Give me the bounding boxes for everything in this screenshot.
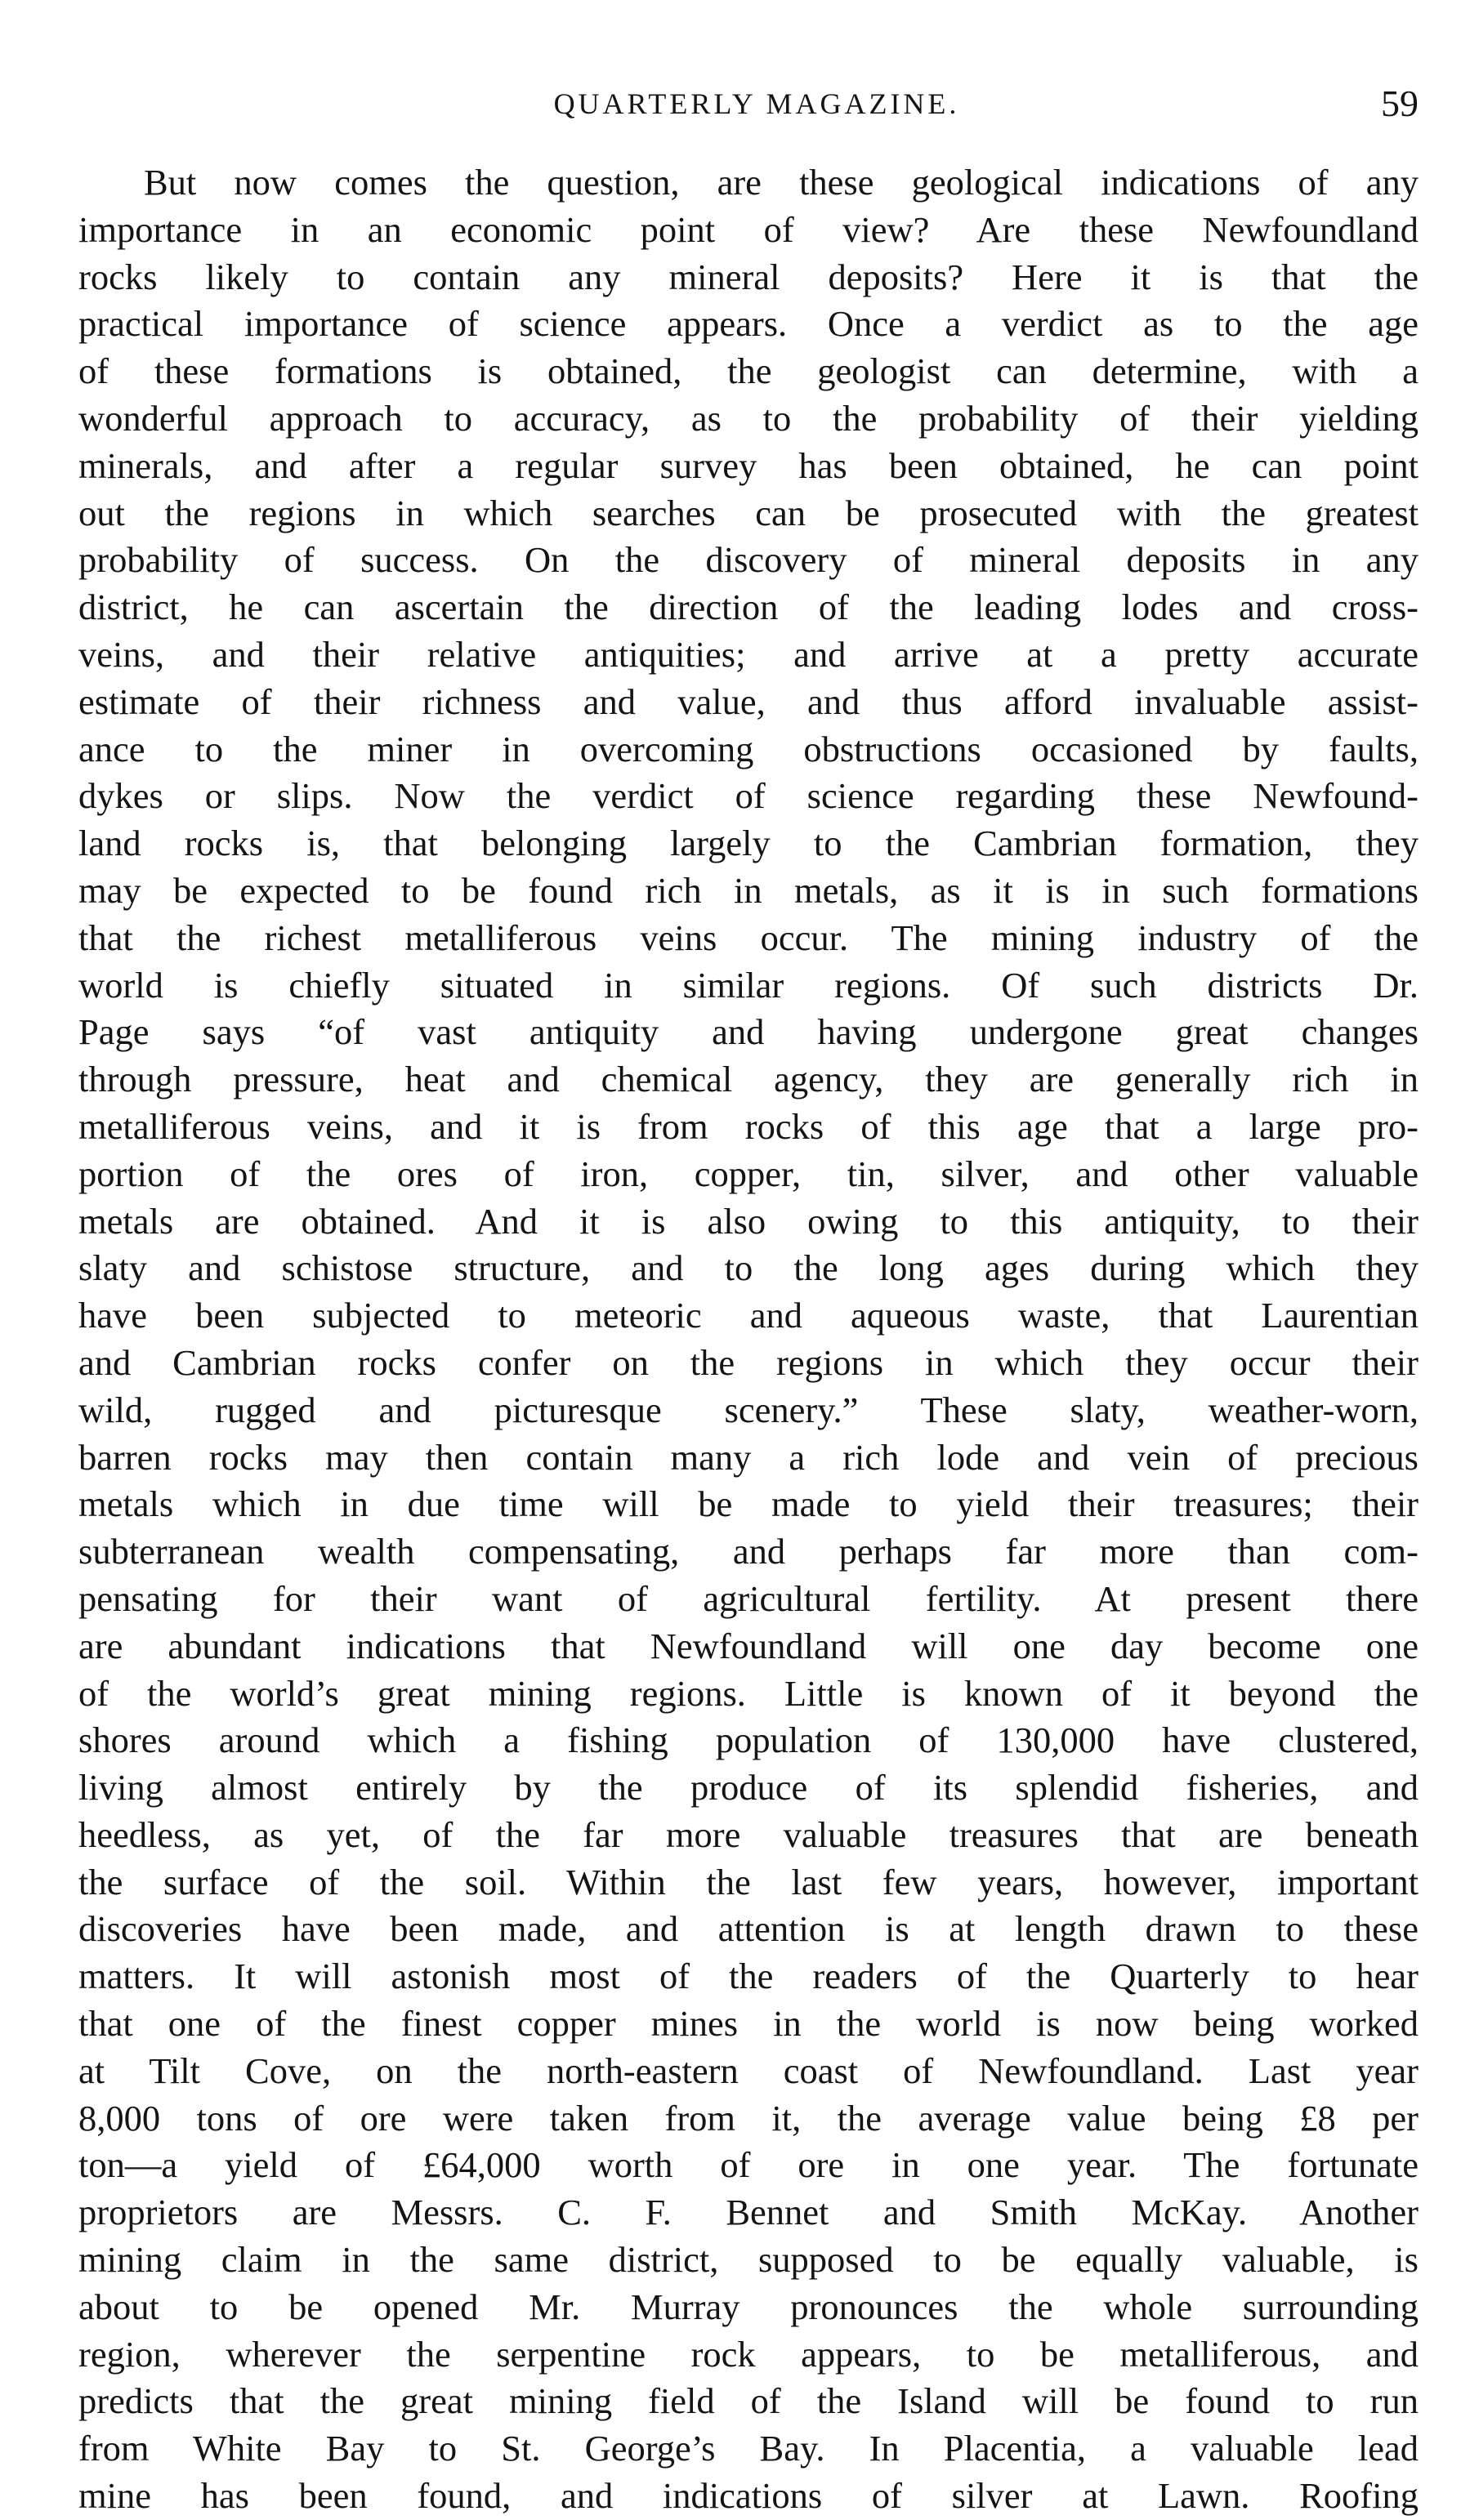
text-line: land rocks is, that belonging largely to the Cambrian formation, they	[78, 823, 1419, 864]
text-line: wild, rugged and picturesque scenery.” These slaty, weather-worn,	[78, 1389, 1419, 1430]
text-line: discoveries have been made, and attention is at length drawn to these	[78, 1908, 1419, 1950]
text-line: practical importance of science appears. Once a verdict as to the age	[78, 303, 1419, 345]
text-line: that one of the finest copper mines in the world is now being worked	[78, 2003, 1419, 2045]
text-line: 8,000 tons of ore were taken from it, the average value being £8 per	[78, 2097, 1419, 2139]
text-line: through pressure, heat and chemical agency, they are generally rich in	[78, 1059, 1419, 1100]
text-line: minerals, and after a regular survey has been obtained, he can point	[78, 444, 1419, 486]
text-line: from White Bay to St. George’s Bay. In Placentia, a valuable lead	[78, 2428, 1419, 2469]
text-line: probability of success. On the discovery of mineral deposits in any	[78, 539, 1419, 581]
text-line: metals are obtained. And it is also owing to this antiquity, to their	[78, 1200, 1419, 1242]
text-line: metalliferous veins, and it is from rocks of this age that a large pro-	[78, 1105, 1419, 1147]
text-line: living almost entirely by the produce of its splendid fisheries, and	[78, 1767, 1419, 1809]
running-header	[78, 82, 1419, 131]
text-line: of the world’s great mining regions. Little is known of it beyond the	[78, 1672, 1419, 1714]
text-line: proprietors are Messrs. C. F. Bennet and Smith McKay. Another	[78, 2192, 1419, 2233]
text-line: have been subjected to meteoric and aqueous waste, that Laurentian	[78, 1295, 1419, 1336]
text-line: the surface of the soil. Within the last few years, however, important	[78, 1861, 1419, 1902]
text-line: ance to the miner in overcoming obstructions occasioned by faults,	[78, 728, 1419, 769]
text-line: world is chiefly situated in similar regions. Of such districts Dr.	[78, 964, 1419, 1006]
text-line: may be expected to be found rich in metals, as it is in such formations	[78, 869, 1419, 911]
text-line: of these formations is obtained, the geologist can determine, with a	[78, 350, 1419, 392]
text-line: metals which in due time will be made to yield their treasures; their	[78, 1483, 1419, 1525]
text-line: Page says “of vast antiquity and having undergone great changes	[78, 1011, 1419, 1053]
text-line: mining claim in the same district, supposed to be equally valuable, is	[78, 2239, 1419, 2281]
text-line: dykes or slips. Now the verdict of science regarding these Newfound-	[78, 775, 1419, 817]
text-line: slaty and schistose structure, and to the long ages during which they	[78, 1247, 1419, 1289]
text-line: subterranean wealth compensating, and perhaps far more than com-	[78, 1531, 1419, 1572]
text-line: district, he can ascertain the direction of the leading lodes and cross-	[78, 587, 1419, 628]
text-line: at Tilt Cove, on the north-eastern coast of Newfoundland. Last year	[78, 2049, 1419, 2091]
page-number: 59	[1381, 83, 1419, 124]
text-line: shores around which a fishing population of 130,000 have clustered,	[78, 1719, 1419, 1761]
text-line: and Cambrian rocks confer on the regions in which they occur their	[78, 1341, 1419, 1383]
running-title: QUARTERLY MAGAZINE.	[553, 87, 960, 120]
text-line: portion of the ores of iron, copper, tin, silver, and other valuable	[78, 1153, 1419, 1194]
text-line: are abundant indications that Newfoundland will one day become one	[78, 1625, 1419, 1666]
body-paragraph	[78, 159, 1419, 2520]
text-line: importance in an economic point of view? Are these Newfoundland	[78, 208, 1419, 250]
text-line: about to be opened Mr. Murray pronounces the whole surrounding	[78, 2286, 1419, 2327]
text-line: veins, and their relative antiquities; and arrive at a pretty accurate	[78, 633, 1419, 675]
text-line: mine has been found, and indications of silver at Lawn. Roofing	[78, 2475, 1419, 2517]
text-line: heedless, as yet, of the far more valuable treasures that are beneath	[78, 1813, 1419, 1855]
text-line: that the richest metalliferous veins occur. The mining industry of the	[78, 917, 1419, 958]
text-line: matters. It will astonish most of the readers of the Quarterly to hear	[78, 1956, 1419, 1997]
text-line: estimate of their richness and value, and thus afford invaluable assist-	[78, 680, 1419, 722]
text-line: pensating for their want of agricultural fertility. At present there	[78, 1577, 1419, 1619]
text-line: ton—a yield of £64,000 worth of ore in one year. The fortunate	[78, 2144, 1419, 2186]
text-line: barren rocks may then contain many a rich lode and vein of precious	[78, 1436, 1419, 1478]
text-line: predicts that the great mining field of the Island will be found to run	[78, 2380, 1419, 2422]
text-line: rocks likely to contain any mineral deposits? Here it is that the	[78, 256, 1419, 297]
text-line: But now comes the question, are these geological indications of any	[144, 162, 1419, 203]
text-line: wonderful approach to accuracy, as to the probability of their yielding	[78, 397, 1419, 439]
text-line: region, wherever the serpentine rock appears, to be metalliferous, and	[78, 2333, 1419, 2375]
text-line: out the regions in which searches can be prosecuted with the greatest	[78, 492, 1419, 533]
